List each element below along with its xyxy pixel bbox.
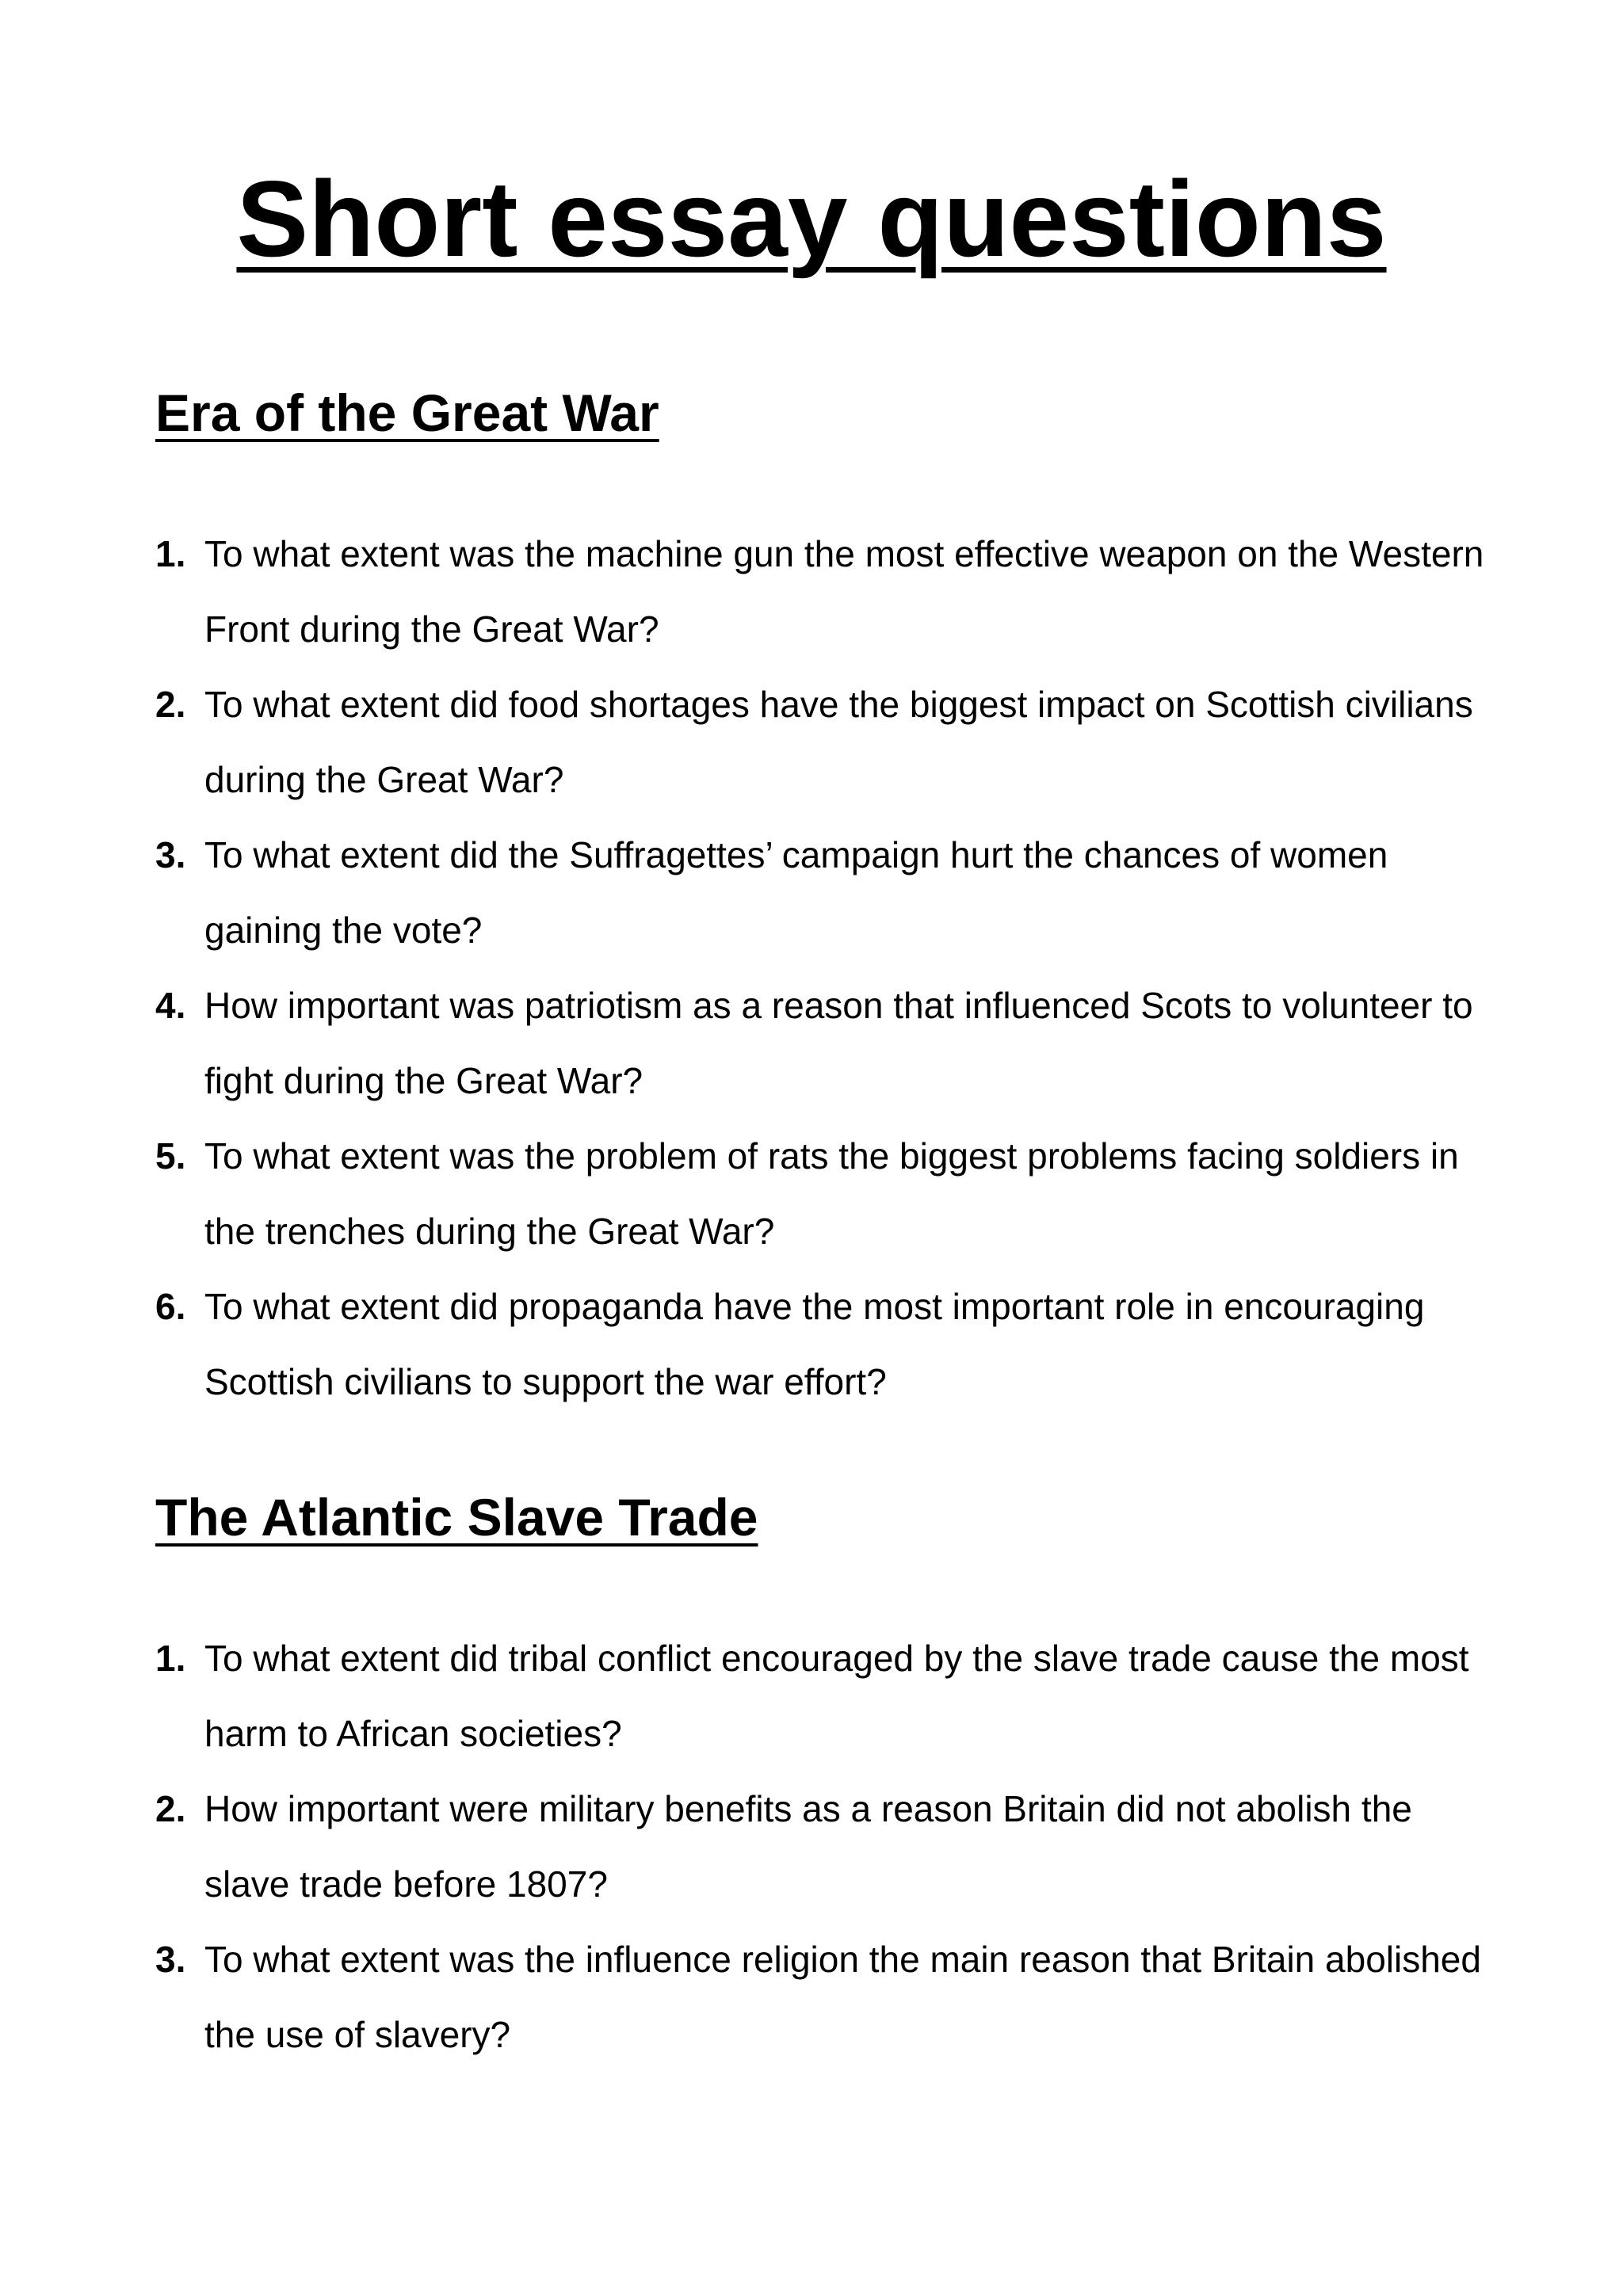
question-item	[155, 1772, 1503, 1922]
question-text: To what extent was the machine gun the most effective weapon on the Western Front during the Great War?	[204, 533, 1484, 650]
question-number: 5.	[155, 1135, 186, 1177]
question-text: To what extent did the Suffragettes’ campaign hurt the chances of women gaining the vote?	[204, 834, 1388, 951]
question-item	[155, 818, 1503, 968]
question-text: To what extent did propaganda have the most important role in encouraging Scottish civilians to support the war effort?	[204, 1286, 1425, 1402]
section-heading-great-war: Era of the Great War	[155, 383, 659, 442]
page-title-text: Short essay questions	[236, 158, 1387, 279]
question-text: To what extent was the influence religion the main reason that Britain abolished the use of slavery?	[204, 1939, 1481, 2055]
question-text: To what extent was the problem of rats the biggest problems facing soldiers in the trenches during the Great War?	[204, 1135, 1459, 1252]
question-text: To what extent did tribal conflict encouraged by the slave trade cause the most harm to African societies?	[204, 1638, 1469, 1754]
section-heading-atlantic-slave-trade: The Atlantic Slave Trade	[155, 1488, 758, 1547]
question-item	[155, 667, 1503, 818]
great-war-question-list	[155, 517, 1503, 1420]
question-item	[155, 968, 1503, 1119]
question-item	[155, 1621, 1503, 1772]
question-number: 6.	[155, 1286, 186, 1327]
question-number: 3.	[155, 834, 186, 875]
question-item	[155, 1119, 1503, 1269]
question-text: How important was patriotism as a reason that influenced Scots to volunteer to fight during the Great War?	[204, 985, 1473, 1101]
question-item	[155, 517, 1503, 667]
question-text: How important were military benefits as a reason Britain did not abolish the slave trade before 1807?	[204, 1788, 1412, 1905]
question-number: 4.	[155, 985, 186, 1026]
question-number: 2.	[155, 684, 186, 725]
question-number: 1.	[155, 1638, 186, 1679]
atlantic-slave-trade-question-list	[155, 1621, 1503, 2073]
question-number: 2.	[155, 1788, 186, 1829]
question-number: 1.	[155, 533, 186, 574]
question-number: 3.	[155, 1939, 186, 1980]
question-item	[155, 1269, 1503, 1420]
page-title	[0, 158, 1623, 279]
question-text: To what extent did food shortages have the biggest impact on Scottish civilians during the Great War?	[204, 684, 1473, 800]
question-item	[155, 1922, 1503, 2073]
